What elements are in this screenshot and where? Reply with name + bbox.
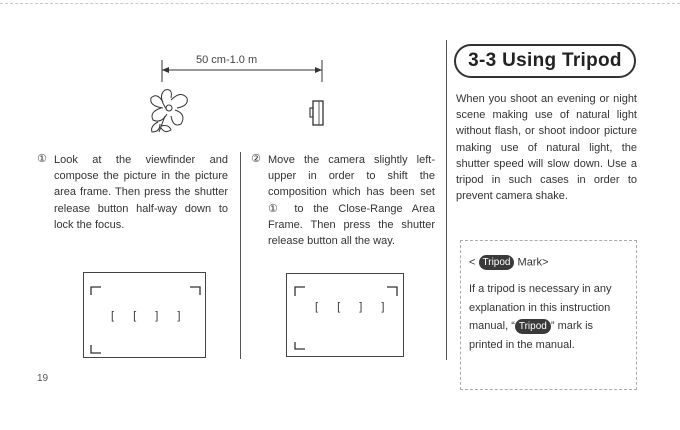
tripod-mark-badge: Tripod <box>479 255 515 270</box>
viewfinder-frame-1 <box>83 272 206 358</box>
tripod-note-text: If a tripod is necessary in any explanation in this instruction manual, “ Tripod ” mark is printed in the manual. <box>469 283 612 351</box>
step-1-number: ① <box>37 153 47 165</box>
step-2-number: ② <box>251 153 261 165</box>
column-divider-2 <box>446 40 447 360</box>
camera-icon <box>309 98 325 128</box>
note-heading-suffix: Mark> <box>517 256 549 269</box>
page-number: 19 <box>37 373 49 384</box>
flower-icon <box>145 86 191 136</box>
step-2-text: Move the camera slightly left-upper in order to shift the composition which has been set ① to the Close-Range Area Frame. Then press the shutter release button all the way. <box>268 154 435 248</box>
tripod-note-heading <box>469 255 548 270</box>
viewfinder-corner-marks-2 <box>287 274 405 358</box>
close-range-area-marks-1: [ [ ] ] <box>111 310 189 322</box>
close-range-area-marks-2: [ [ ] ] <box>315 301 393 313</box>
section-title: 3-3 Using Tripod <box>454 44 636 78</box>
tripod-mark-inline-badge: Tripod <box>515 319 551 334</box>
distance-label: 50 cm-1.0 m <box>196 54 258 66</box>
note-open-bracket: < <box>469 256 476 269</box>
step-1-text: Look at the viewfinder and compose the picture in the picture area frame. Then press the shutter release button half-way down to lock the focus. <box>54 154 228 231</box>
top-border-line <box>0 3 680 4</box>
column-divider-1 <box>240 152 241 359</box>
viewfinder-frame-2 <box>286 273 404 357</box>
section-body: When you shoot an evening or night scene making use of natural light without flash, or shoot indoor picture making use of natural light, the shutter speed will slow down. Use a tripod in such cases in order to prevent camera shake. <box>456 93 637 203</box>
